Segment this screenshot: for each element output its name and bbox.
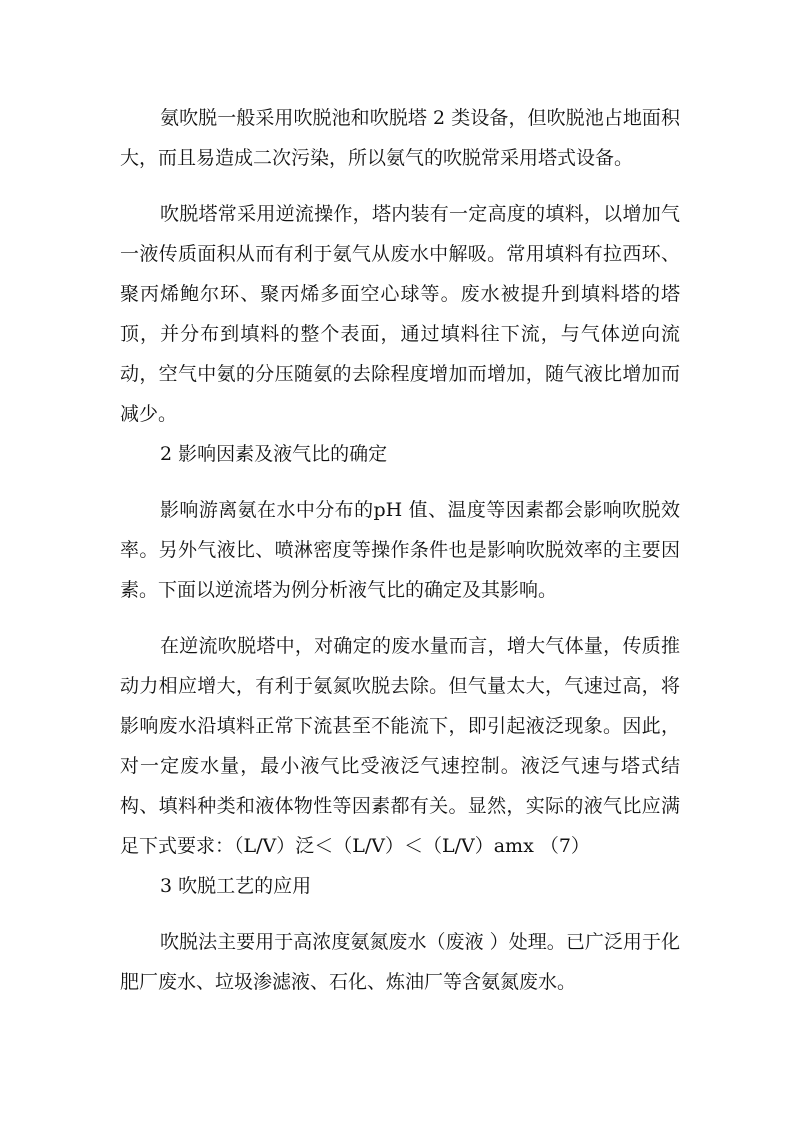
paragraph-liquid-gas-ratio: 在逆流吹脱塔中，对确定的废水量而言，增大气体量，传质推动力相应增大，有利于氨氮吹脱去除。但气量太大，气速过高，将影响废水沿填料正常下流甚至不能流下，即引起液泛现象。因此，对一定废水量，最小液气比受液泛气速控制。液泛气速与塔式结构、填料种类和液体物性等因素都有关。显然，实际的液气比应满足下式要求：（L/V）泛＜（L/V）＜（L/V）amx （7） — [120, 635, 680, 857]
section-heading-influencing-factors: 2 影响因素及液气比的确定 — [160, 443, 388, 465]
paragraph-process-application: 吹脱法主要用于高浓度氨氮废水（废液 ）处理。已广泛用于化肥厂废水、垃圾渗滤液、石化、炼油厂等含氨氮废水。 — [120, 931, 680, 993]
section-heading-process-application: 3 吹脱工艺的应用 — [160, 875, 312, 897]
paragraph-ammonia-stripping-equipment: 氨吹脱一般采用吹脱池和吹脱塔 2 类设备，但吹脱池占地面积大，而且易造成二次污染，所以氨气的吹脱常采用塔式设备。 — [120, 107, 680, 169]
paragraph-stripping-tower-operation: 吹脱塔常采用逆流操作，塔内装有一定高度的填料，以增加气一液传质面积从而有利于氨气从废水中解吸。常用填料有拉西环、聚丙烯鲍尔环、聚丙烯多面空心球等。废水被提升到填料塔的塔顶，并分布到填料的整个表面，通过填料往下流，与气体逆向流动，空气中氨的分压随氨的去除程度增加而增加，随气液比增加而减少。 — [120, 203, 680, 425]
paragraph-influencing-factors: 影响游离氨在水中分布的pH 值、温度等因素都会影响吹脱效率。另外气液比、喷淋密度等操作条件也是影响吹脱效率的主要因素。下面以逆流塔为例分析液气比的确定及其影响。 — [120, 499, 680, 601]
